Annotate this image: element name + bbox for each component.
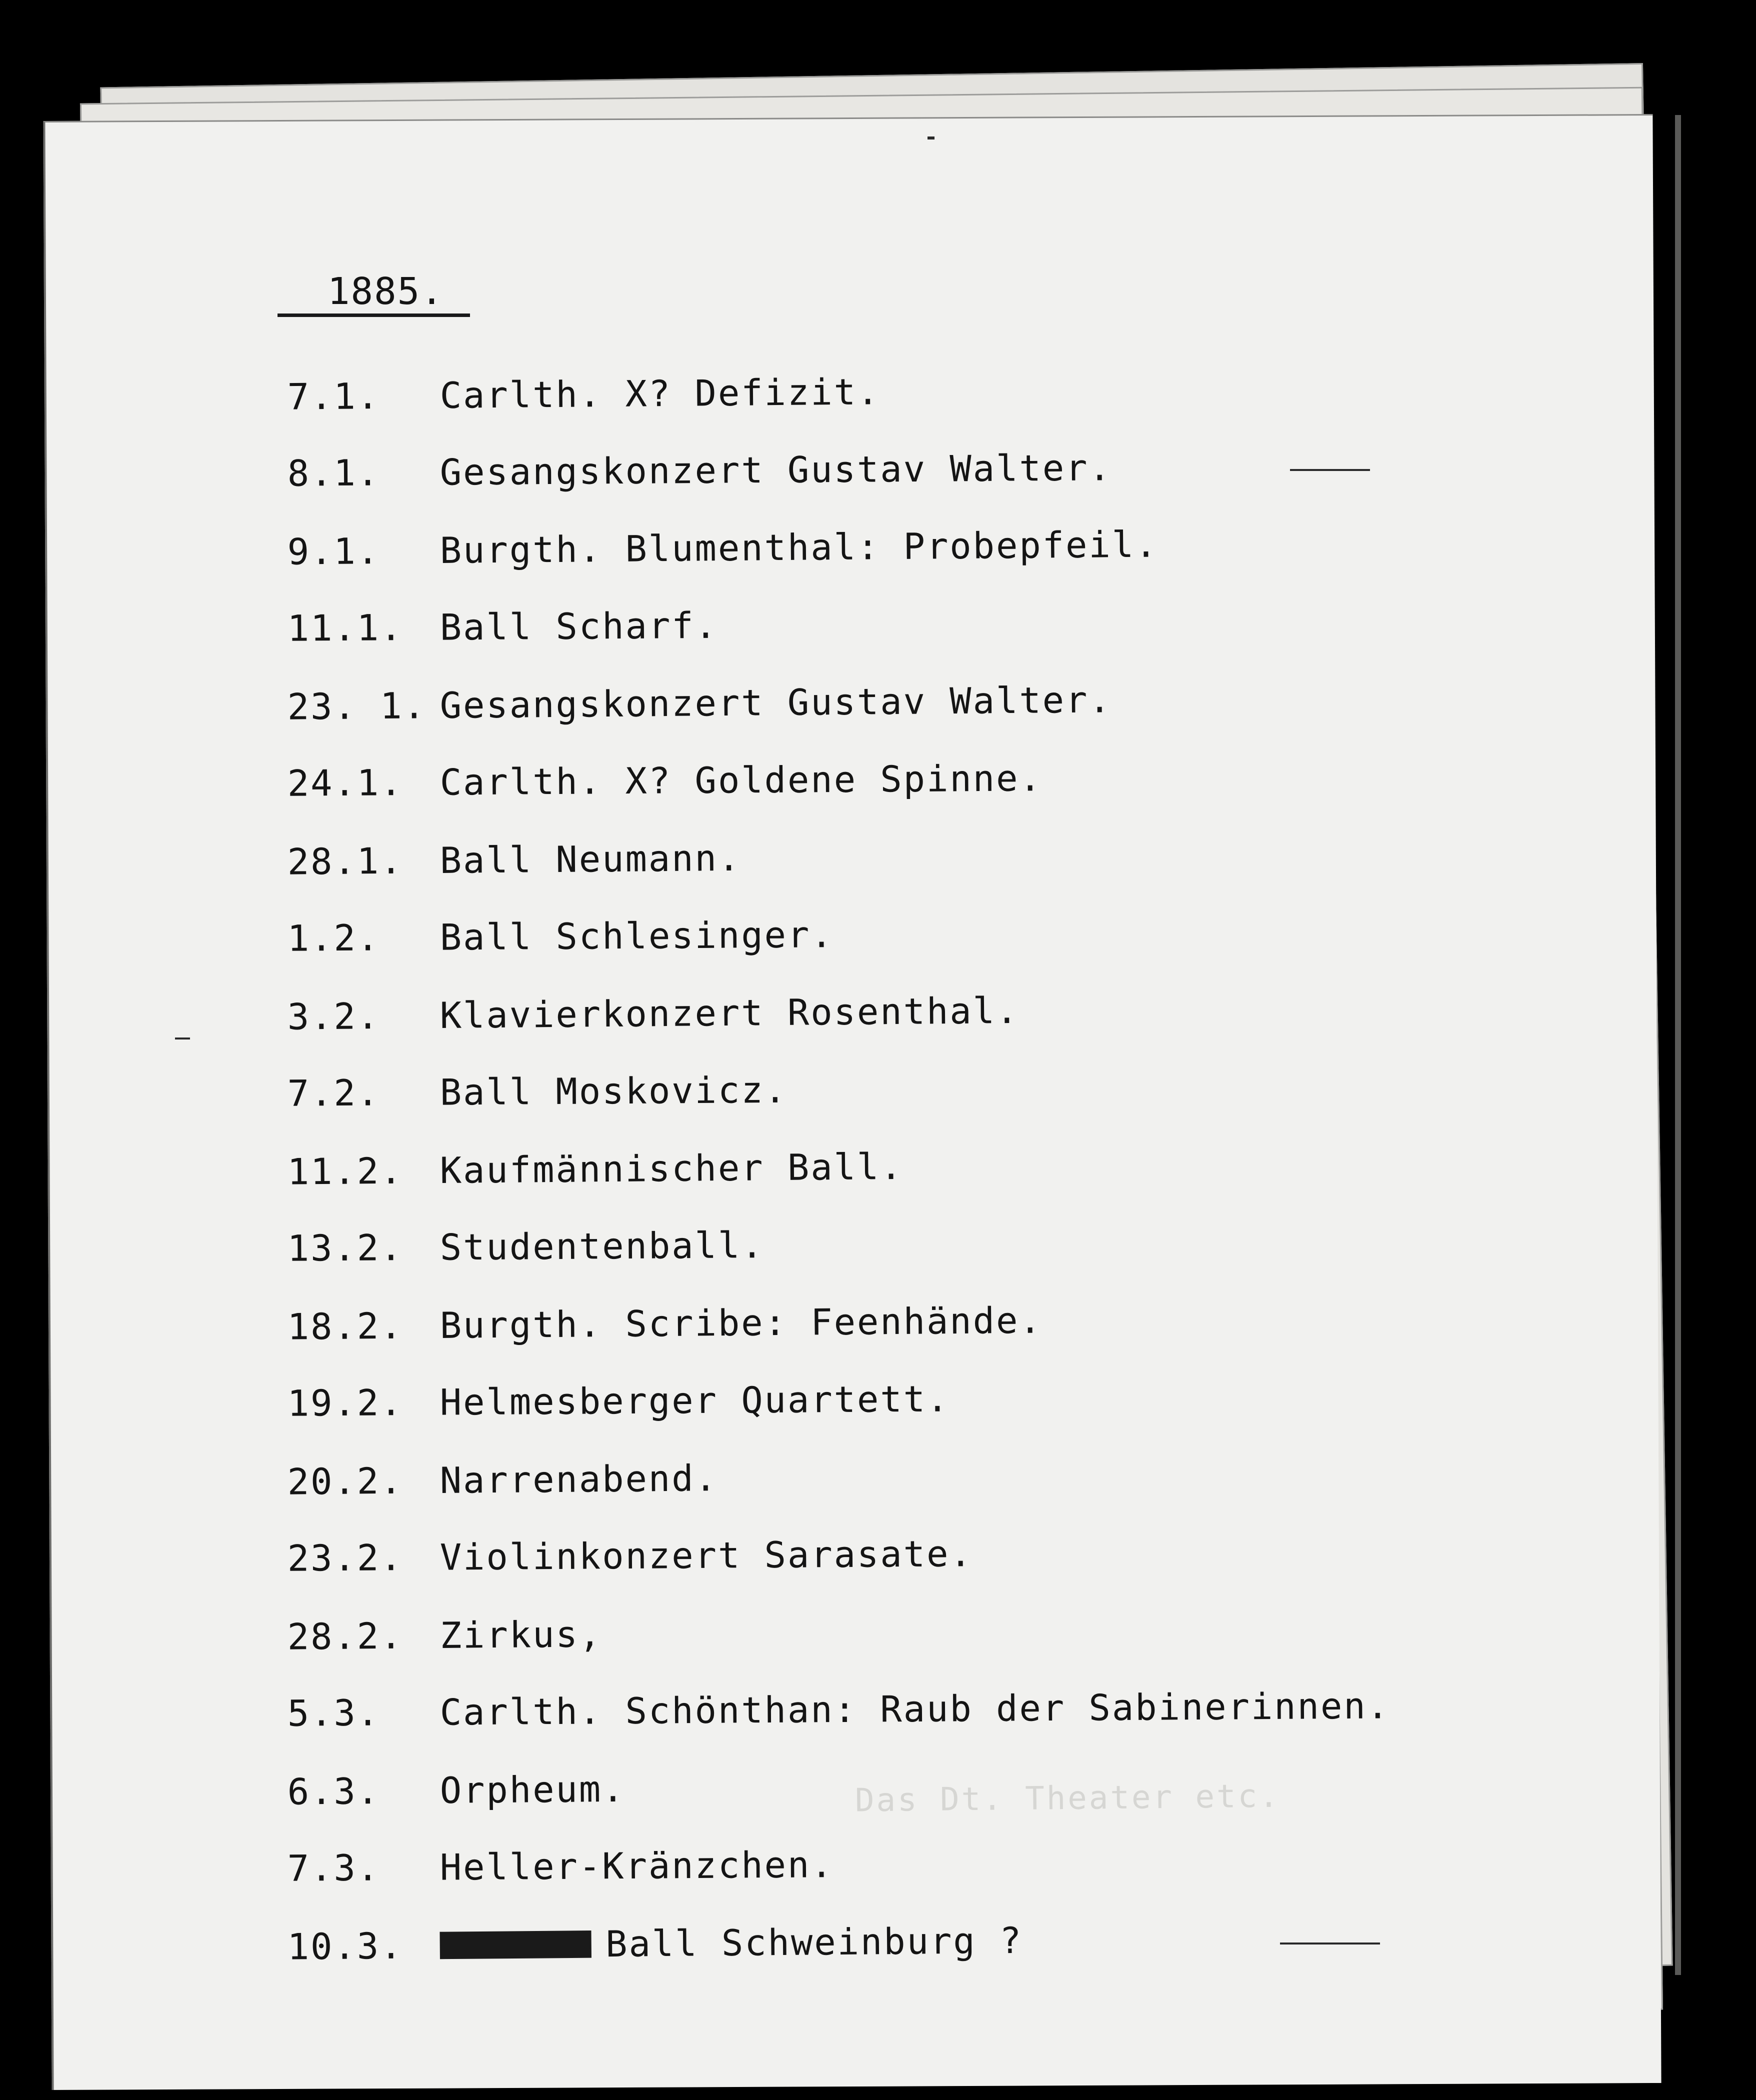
entry-text: Studentenball. [440, 1224, 764, 1268]
list-item [287, 1530, 1390, 1614]
entry-date: 23. 1. [287, 684, 427, 728]
entry-date: 13.2. [287, 1226, 404, 1270]
list-item [287, 600, 1390, 684]
list-item [287, 831, 1390, 918]
entry-date: 24.1. [287, 762, 404, 804]
year-heading: 1885. [328, 270, 444, 313]
stray-mark [928, 136, 934, 140]
entry-date: 11.2. [287, 1150, 404, 1193]
entry-date: 9.1. [287, 530, 380, 573]
entry-text: Gesangskonzert Gustav Walter. [440, 446, 1112, 494]
list-item [287, 676, 1390, 763]
entry-date: 5.3. [287, 1692, 380, 1734]
entry-date: 7.2. [287, 1072, 380, 1114]
entry-date: 10.3. [287, 1924, 404, 1968]
entry-text: Gesangskonzert Gustav Walter. [440, 678, 1112, 726]
list-item [287, 1296, 1390, 1383]
entry-text: Kaufmännischer Ball. [440, 1145, 904, 1192]
entry-date: 6.3. [287, 1770, 380, 1813]
entry-text: Ball Neumann. [440, 836, 742, 882]
entry-text: Narrenabend. [440, 1457, 718, 1502]
entry-text: Ball Scharf. [440, 604, 718, 648]
list-item [287, 910, 1390, 994]
entry-date: 11.1. [287, 606, 404, 650]
entry-text: Zirkus, [440, 1613, 602, 1656]
list-item [287, 1916, 1390, 2003]
entry-text: Ball Schweinburg ? [605, 1919, 1023, 1966]
entry-text: Helmesberger Quartett. [440, 1378, 950, 1424]
list-item [287, 1761, 1390, 1848]
entry-date: 28.1. [287, 840, 404, 883]
list-item [287, 754, 1390, 840]
entry-text: Ball Moskovicz. [440, 1068, 788, 1114]
entry-date: 18.2. [287, 1304, 404, 1348]
entry-date: 1.2. [287, 916, 380, 960]
list-item [287, 366, 1390, 453]
list-item [287, 1451, 1390, 1538]
list-item [287, 1606, 1390, 1693]
entry-text: Carlth. X? Defizit. [440, 370, 880, 416]
entry-text: Heller-Kränzchen. [440, 1844, 834, 1888]
entry-text: Burgth. Scribe: Feenhände. [440, 1299, 1043, 1346]
entry-date: 7.1. [287, 375, 380, 418]
entry-text: Violinkonzert Sarasate. [440, 1532, 974, 1578]
list-item [287, 444, 1390, 530]
entry-date: 19.2. [287, 1382, 404, 1424]
heading-underline [278, 314, 470, 317]
entry-date: 28.2. [287, 1614, 404, 1658]
struck-out-word: Schwein [440, 1930, 592, 1960]
bleed-through-text: Das Dt. Theater etc. [854, 1778, 1280, 1820]
list-item [287, 1220, 1390, 1304]
entry-text: Burgth. Blumenthal: Probepfeil. [440, 523, 1158, 572]
stray-mark [175, 1038, 190, 1040]
entry-text: Carlth. Schönthan: Raub der Sabinerinnen. [440, 1684, 1390, 1734]
list-item [287, 1684, 1390, 1770]
stray-mark [1290, 469, 1370, 471]
entry-text: Orpheum. [440, 1768, 626, 1812]
list-item [287, 1064, 1390, 1150]
list-item [287, 521, 1390, 608]
list-item [287, 1840, 1390, 1924]
entry-text: Klavierkonzert Rosenthal. [440, 989, 1020, 1036]
stack-edge [1675, 115, 1681, 1975]
list-item [287, 1141, 1390, 1228]
entry-text: Ball Schlesinger. [440, 914, 834, 958]
entry-date: 8.1. [287, 452, 380, 494]
entry-date: 7.3. [287, 1846, 380, 1890]
list-item [287, 986, 1390, 1073]
entry-date: 3.2. [287, 995, 380, 1038]
entry-date: 20.2. [287, 1460, 404, 1503]
entry-date: 23.2. [287, 1536, 404, 1580]
entry-text: Carlth. X? Goldene Spinne. [440, 757, 1043, 804]
stray-mark [1280, 1942, 1380, 1944]
event-list [288, 371, 1390, 1998]
list-item [287, 1374, 1390, 1460]
